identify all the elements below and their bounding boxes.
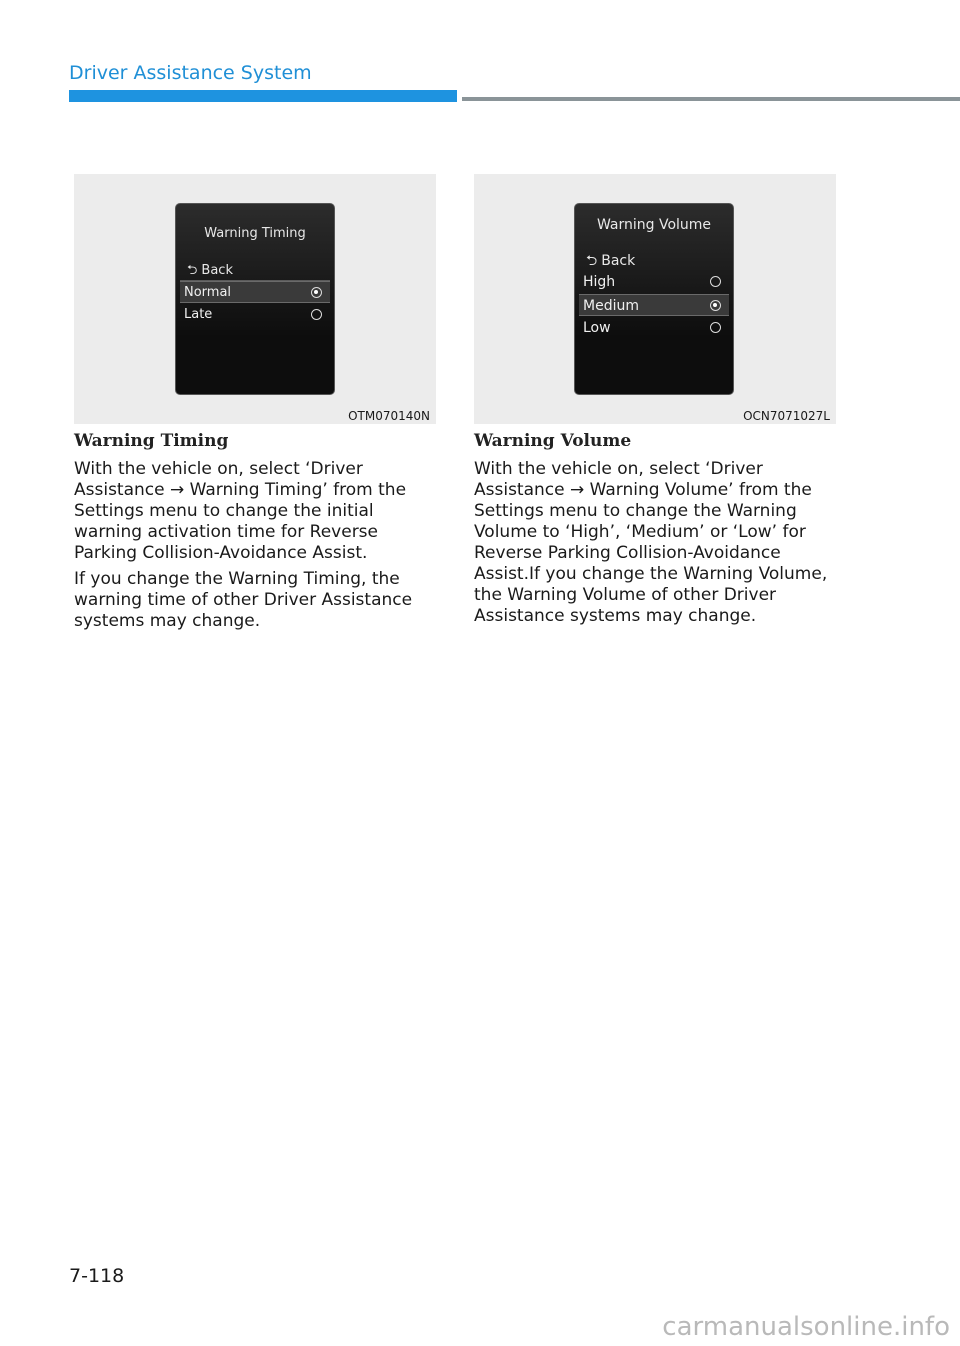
figure-code: OTM070140N — [348, 409, 430, 423]
option-label: Late — [184, 307, 213, 322]
back-arrow-icon: ⮌ — [187, 263, 198, 278]
paragraph: With the vehicle on, select ‘Driver Assistance → Warning Timing’ from the Settings menu to change the initial warning activation time for Reverse Parking Collision-Avoidance Assist. — [74, 459, 407, 563]
cluster-screen-warning-timing — [175, 203, 335, 395]
option-label: Medium — [583, 298, 639, 314]
page-number: 7-118 — [69, 1265, 125, 1287]
screen-title: Warning Volume — [596, 217, 712, 233]
radio-selected-icon — [311, 287, 322, 298]
section-heading-warning-volume: Warning Volume — [474, 431, 632, 451]
paragraph: If you change the Warning Timing, the warning time of other Driver Assistance systems may change. — [74, 569, 413, 631]
back-label: Back — [201, 263, 233, 278]
option-high — [579, 271, 729, 293]
option-label: Low — [583, 320, 611, 336]
figure-warning-volume — [474, 174, 836, 424]
back-arrow-icon: ⮌ — [586, 253, 598, 269]
paragraph: With the vehicle on, select ‘Driver Assistance → Warning Volume’ from the Settings menu to change the Warning Volume to ‘High’, ‘Medium’ or ‘Low’ for Reverse Parking Collision-Avoidance Assist.If you change the Warning Volume, the Warning Volume of other Driver Assistance systems may change. — [474, 459, 828, 626]
option-label: Normal — [184, 285, 232, 300]
header-rule-line — [462, 97, 960, 101]
cluster-screen-warning-volume — [574, 203, 734, 395]
option-low — [579, 317, 729, 339]
back-label: Back — [601, 253, 636, 269]
section-heading-warning-timing: Warning Timing — [74, 431, 229, 451]
radio-unselected-icon — [311, 309, 322, 320]
option-medium — [579, 294, 729, 316]
figure-code: OCN7071027L — [743, 409, 830, 423]
screen-title: Warning Timing — [204, 226, 306, 241]
header-rule-accent — [69, 90, 457, 102]
watermark: carmanualsonline.info — [662, 1312, 950, 1342]
option-late — [180, 304, 330, 326]
radio-selected-icon — [710, 300, 721, 311]
option-normal — [180, 281, 330, 303]
figure-warning-timing — [74, 174, 436, 424]
option-label: High — [583, 274, 616, 290]
section-header-title: Driver Assistance System — [69, 62, 312, 84]
radio-unselected-icon — [710, 276, 721, 287]
radio-unselected-icon — [710, 322, 721, 333]
